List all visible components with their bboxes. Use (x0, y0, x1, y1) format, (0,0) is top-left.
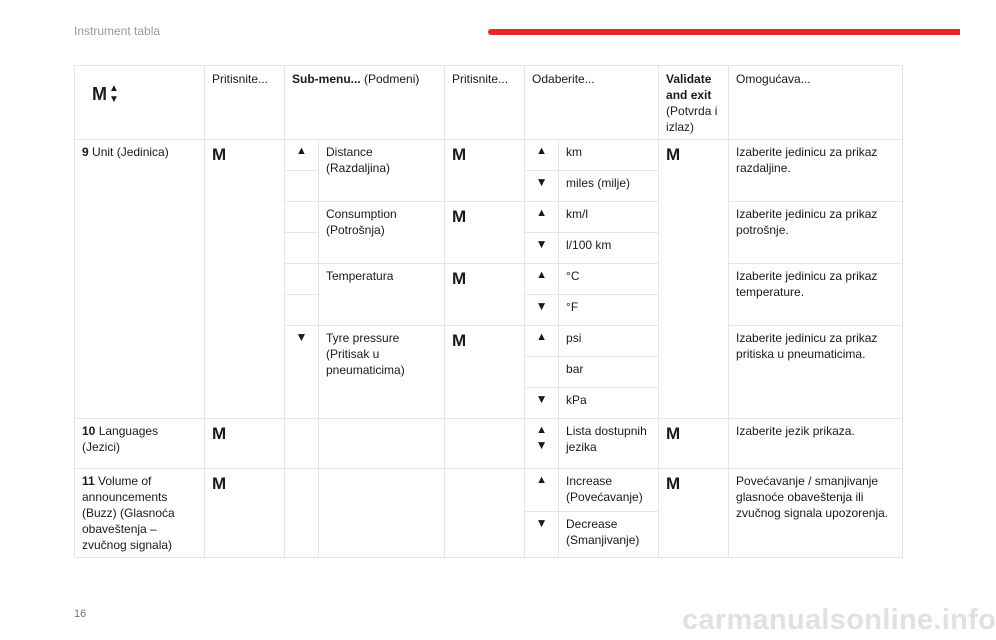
empty-cell (319, 419, 445, 469)
m-button-icon: M (205, 469, 285, 558)
up-arrow-icon: ▲ (525, 264, 559, 295)
desc-temperature: Izaberite jedinicu za prikaz temperature. (729, 264, 903, 326)
column-header-select: Odaberite... (525, 66, 659, 140)
m-button-icon: M (659, 140, 729, 419)
page-number: 16 (74, 608, 87, 620)
empty-cell (285, 469, 319, 558)
option-miles: miles (milje) (559, 171, 659, 202)
option-psi: psi (559, 326, 659, 357)
up-arrow-icon: ▲ (285, 140, 319, 171)
empty-cell (285, 171, 319, 202)
volume-label-cell: 11 Volume of announcements (Buzz) (Glasnoća obaveštenja – zvučnog signala) (75, 469, 205, 558)
option-kpa: kPa (559, 388, 659, 419)
up-arrow-icon: ▲ (525, 469, 559, 512)
down-arrow-icon: ▼ (525, 233, 559, 264)
table-row (75, 419, 903, 469)
option-km-l: km/l (559, 202, 659, 233)
option-l-100km: l/100 km (559, 233, 659, 264)
m-button-icon: M (445, 140, 525, 202)
submenu-consumption: Consumption (Potrošnja) (319, 202, 445, 264)
languages-label-cell: 10 Languages (Jezici) (75, 419, 205, 469)
desc-tyre-pressure: Izaberite jedinicu za prikaz pritiska u pneumaticima. (729, 326, 903, 419)
option-increase: Increase (Povećavanje) (559, 469, 659, 512)
m-button-icon: M (659, 469, 729, 558)
desc-languages: Izaberite jezik prikaza. (729, 419, 903, 469)
m-button-icon: M (659, 419, 729, 469)
header-accent-bar (488, 29, 960, 35)
up-arrow-icon: ▲ (525, 326, 559, 357)
option-km: km (559, 140, 659, 171)
empty-cell (285, 233, 319, 264)
empty-cell (285, 202, 319, 233)
option-decrease: Decrease (Smanjivanje) (559, 511, 659, 557)
desc-distance: Izaberite jedinicu za prikaz razdaljine. (729, 140, 903, 202)
desc-consumption: Izaberite jedinicu za prikaz potrošnje. (729, 202, 903, 264)
up-arrow-icon: ▲ (525, 140, 559, 171)
up-arrow-icon: ▲ (525, 202, 559, 233)
empty-cell (285, 419, 319, 469)
settings-table (74, 65, 903, 558)
up-down-arrow-icon: ▲ ▼ (525, 419, 559, 469)
m-up-down-icon: M ▲ ▼ (92, 83, 119, 105)
header-icon-cell (75, 66, 205, 140)
submenu-distance: Distance (Razdaljina) (319, 140, 445, 202)
empty-cell (319, 469, 445, 558)
m-button-icon: M (205, 140, 285, 419)
submenu-temperature: Temperatura (319, 264, 445, 326)
table-row (75, 469, 903, 512)
m-button-icon: M (445, 202, 525, 264)
m-button-icon: M (445, 264, 525, 326)
down-arrow-icon: ▼ (525, 511, 559, 557)
column-header-press-2: Pritisnite... (445, 66, 525, 140)
down-arrow-icon: ▼ (525, 171, 559, 202)
option-language-list: Lista dostupnih jezika (559, 419, 659, 469)
column-header-enables: Omogućava... (729, 66, 903, 140)
empty-cell (445, 419, 525, 469)
empty-cell (285, 264, 319, 295)
submenu-tyre-pressure: Tyre pressure (Pritisak u pneumaticima) (319, 326, 445, 419)
empty-cell (445, 469, 525, 558)
option-fahrenheit: °F (559, 295, 659, 326)
desc-volume: Povećavanje / smanjivanje glasnoće obaveštenja ili zvučnog signala upozorenja. (729, 469, 903, 558)
m-button-icon: M (445, 326, 525, 419)
table-header-row (75, 66, 903, 140)
column-header-press: Pritisnite... (205, 66, 285, 140)
down-arrow-icon: ▼ (285, 326, 319, 419)
m-button-icon: M (205, 419, 285, 469)
column-header-submenu: Sub-menu... (Podmeni) (285, 66, 445, 140)
unit-label-cell: 9 Unit (Jedinica) (75, 140, 205, 419)
page-header-title: Instrument tabla (74, 24, 161, 38)
empty-cell (525, 357, 559, 388)
option-celsius: °C (559, 264, 659, 295)
option-bar: bar (559, 357, 659, 388)
down-arrow-icon: ▼ (525, 295, 559, 326)
watermark: carmanualsonline.info (682, 604, 996, 636)
column-header-validate: Validate and exit (Potvrda i izlaz) (659, 66, 729, 140)
table-row (75, 140, 903, 171)
down-arrow-icon: ▼ (525, 388, 559, 419)
empty-cell (285, 295, 319, 326)
